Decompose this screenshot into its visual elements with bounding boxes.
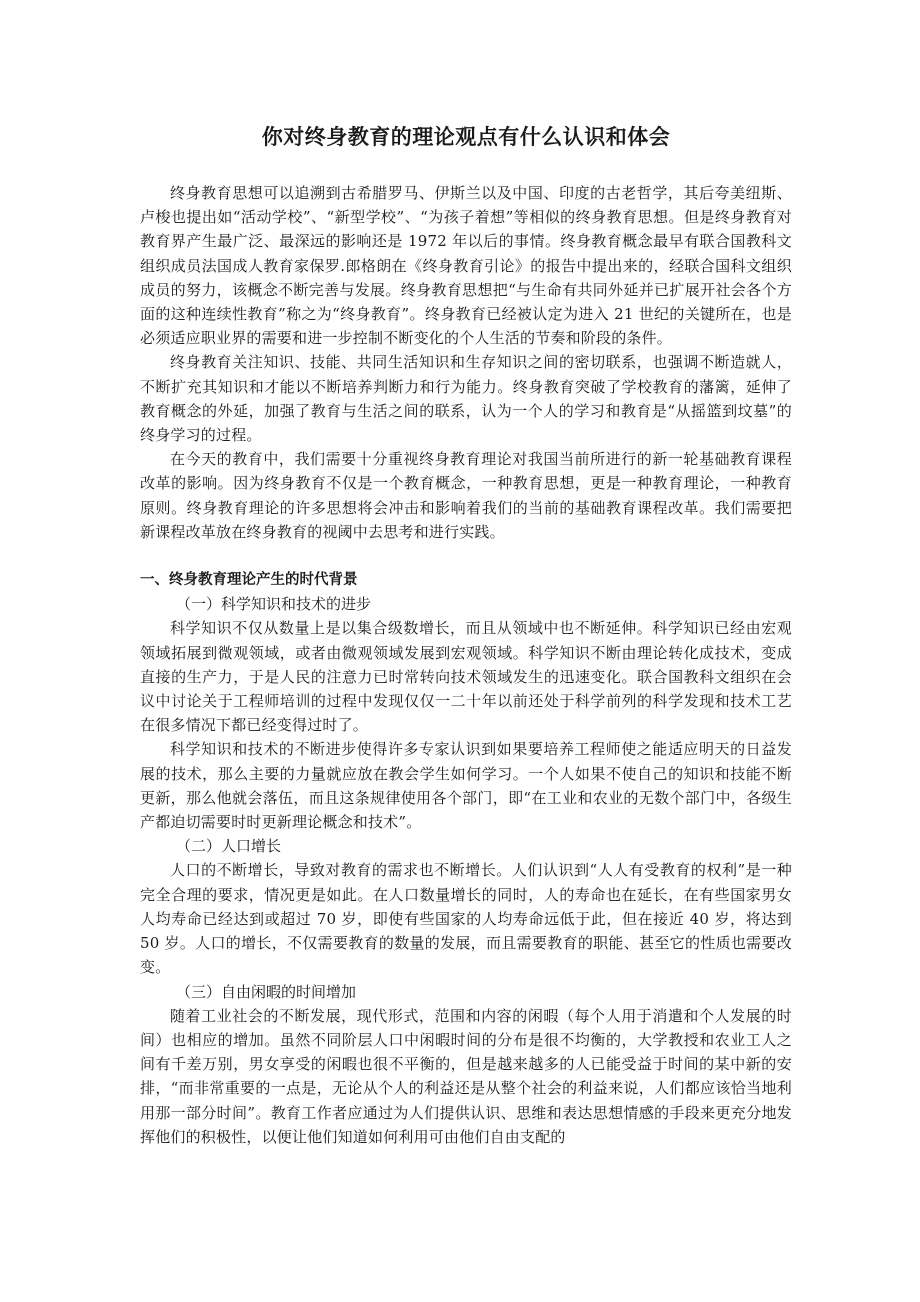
subsection-1-heading: （一）科学知识和技术的进步 <box>176 595 372 614</box>
intro-paragraph-2: 终身教育关注知识、技能、共同生活知识和生存知识之间的密切联系，也强调不断造就人，不断扩充其知识和才能以不断培养判断力和行为能力。终身教育突破了学校教育的藩篱，延伸了教育概念的外延，加强了教育与生活之间的联系，认为一个人的学习和教育是“从摇篮到坟墓”的终身学习的过程。 <box>140 353 792 445</box>
subsection-2-heading: （二）人口增长 <box>176 837 282 856</box>
intro-section <box>140 181 792 544</box>
subsection-2-paragraph-1: 人口的不断增长，导致对教育的需求也不断增长。人们认识到“人人有受教育的权利”是一种完全合理的要求，情况更是如此。在人口数量增长的同时，人的寿命也在延长，在有些国家男女人均寿命已经达到或超过 70 岁，即使有些国家的人均寿命远低于此，但在接近 40 岁，将达到 50 岁。人口的增长，不仅需要教育的数量的发展，而且需要教育的职能、甚至它的性质也需要改变。 <box>140 861 792 977</box>
subsection-3-heading: （三）自由闲暇的时间增加 <box>176 982 357 1001</box>
section-1-heading: 一、终身教育理论产生的时代背景 <box>140 572 358 589</box>
document-page <box>140 0 792 1149</box>
intro-paragraph-1: 终身教育思想可以追溯到古希腊罗马、伊斯兰以及中国、印度的古老哲学，其后夸美纽斯、卢梭也提出如“活动学校”、“新型学校”、“为孩子着想”等相似的终身教育思想。但是终身教育对教育界产生最广泛、最深远的影响还是 1972 年以后的事情。终身教育概念最早有联合国教科文组织成员法国成人教育家保罗.郎格朗在《终身教育引论》的报告中提出来的，经联合国科文组织成员的努力，该概念不断完善与发展。终身教育思想把“与生命有共同外延并已扩展开社会各个方面的这种连续性教育”称之为“终身教育”。终身教育已经被认定为进入 21 世纪的关键所在，也是必须适应职业界的需要和进一步控制不断变化的个人生活的节奏和阶段的条件。 <box>140 184 792 348</box>
subsection-3-paragraph-1: 随着工业社会的不断发展，现代形式，范围和内容的闲暇（每个人用于消遣和个人发展的时间）也相应的增加。虽然不同阶层人口中闲暇时间的分布是很不均衡的，大学教授和农业工人之间有千差万别，男女享受的闲暇也很不平衡的，但是越来越多的人已能受益于时间的某中新的安排，“而非常重要的一点是，无论从个人的利益还是从整个社会的利益来说，人们都应该恰当地利用那一部分时间”。教育工作者应通过为人们提供认识、思维和表达思想情感的手段来更充分地发挥他们的积极性，以便让他们知道如何利用可由他们自由支配的 <box>140 1006 792 1146</box>
subsection-1-paragraph-2: 科学知识和技术的不断进步使得许多专家认识到如果要培养工程师使之能适应明天的日益发展的技术，那么主要的力量就应放在教会学生如何学习。一个人如果不使自己的知识和技能不断更新，那么他就会落伍，而且这条规律使用各个部门，即“在工业和农业的无数个部门中，各级生产都迫切需要时时更新理论概念和技术”。 <box>140 740 792 832</box>
document-title: 你对终身教育的理论观点有什么认识和体会 <box>261 125 671 149</box>
subsection-1-paragraph-1: 科学知识不仅从数量上是以集合级数增长，而且从领域中也不断延伸。科学知识已经由宏观领域拓展到微观领域，或者由微观领域发展到宏观领域。科学知识不断由理论转化成技术，变成直接的生产力，于是人民的注意力已时常转向技术领域发生的迅速变化。联合国教科文组织在会议中讨论关于工程师培训的过程中发现仅仅一二十年以前还处于科学前列的科学发现和技术工艺在很多情况下都已经变得过时了。 <box>140 619 792 735</box>
section-1 <box>140 568 792 1149</box>
section-spacer <box>140 544 792 568</box>
intro-paragraph-3: 在今天的教育中，我们需要十分重视终身教育理论对我国当前所进行的新一轮基础教育课程改革的影响。因为终身教育不仅是一个教育概念，一种教育思想，更是一种教育理论，一种教育原则。终身教育理论的许多思想将会冲击和影响着我们的当前的基础教育课程改革。我们需要把新课程改革放在终身教育的视阈中去思考和进行实践。 <box>140 450 792 541</box>
